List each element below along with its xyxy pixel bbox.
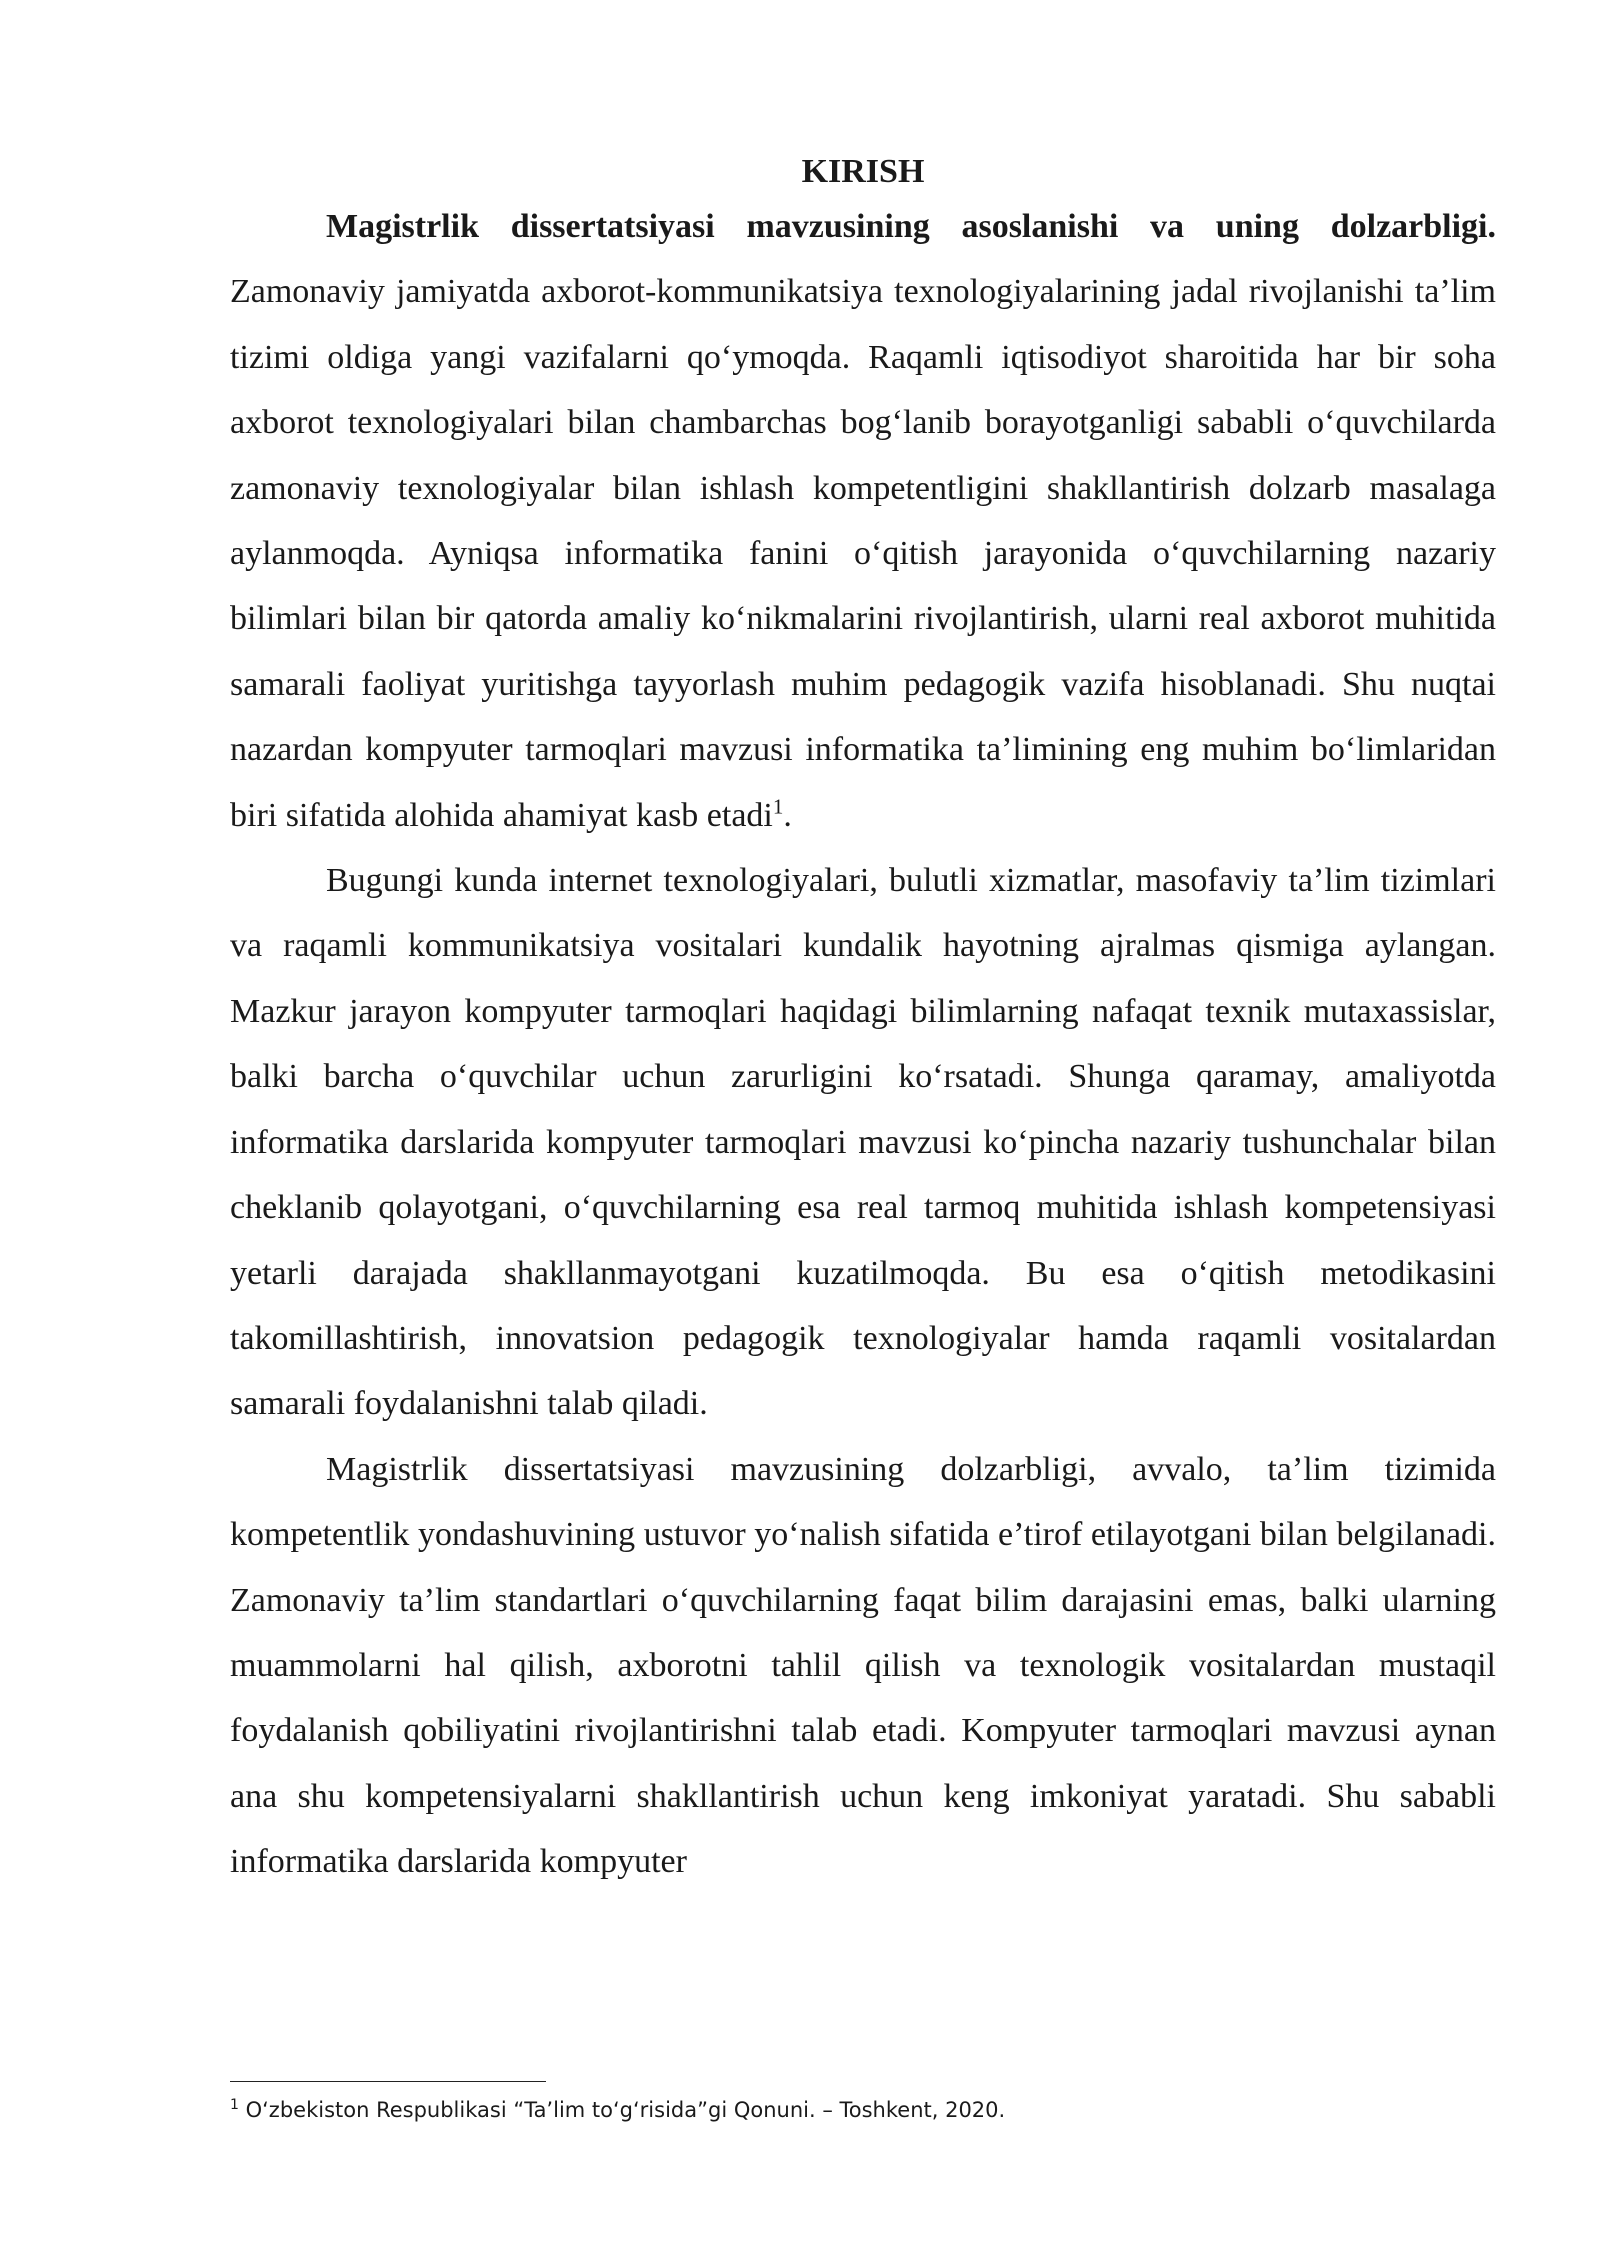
footnote-number: 1 <box>230 2097 239 2113</box>
footnote-text: O‘zbekiston Respublikasi “Ta’lim to‘g‘risida”gi Qonuni. – Toshkent, 2020. <box>238 2098 1006 2122</box>
footnote-reference[interactable]: 1 <box>772 794 784 819</box>
paragraph-1-text: Zamonaviy jamiyatda axborot-kommunikatsiya texnologiyalarining jadal rivojlanishi ta’lim tizimi oldiga yangi vazifalarni qo‘ymoqda. Raqamli iqtisodiyot sharoitida har bir soha axborot texnologiyalari bilan chambarchas bog‘lanib borayotganligi sababli o‘quvchilarda zamonaviy texnologiyalar bilan ishlash kompetentligini shakllantirish dolzarb masalaga aylanmoqda. Ayniqsa informatika fanini o‘qitish jarayonida o‘quvchilarning nazariy bilimlari bilan bir qatorda amaliy ko‘nikmalarini rivojlantirish, ularni real axborot muhitida samarali faoliyat yuritishga tayyorlash muhim pedagogik vazifa hisoblanadi. Shu nuqtai nazardan kompyuter tarmoqlari mavzusi informatika ta’limining eng muhim bo‘limlaridan biri sifatida alohida ahamiyat kasb etadi <box>230 273 1496 834</box>
section-title: KIRISH <box>801 153 925 190</box>
paragraph-1 <box>230 194 1496 848</box>
document-page <box>230 150 1496 1895</box>
section-subheading: Magistrlik dissertatsiyasi mavzusining asoslanishi va uning dolzarbligi. <box>326 208 1496 245</box>
footnote-separator <box>230 2081 546 2082</box>
paragraph-2: Bugungi kunda internet texnologiyalari, bulutli xizmatlar, masofaviy ta’lim tizimlari va raqamli kommunikatsiya vositalari kundalik hayotning ajralmas qismiga aylangan. Mazkur jarayon kompyuter tarmoqlari haqidagi bilimlarning nafaqat texnik mutaxassislar, balki barcha o‘quvchilar uchun zarurligini ko‘rsatadi. Shunga qaramay, amaliyotda informatika darslarida kompyuter tarmoqlari mavzusi ko‘pincha nazariy tushunchalar bilan cheklanib qolayotgani, o‘quvchilarning esa real tarmoq muhitida ishlash kompetensiyasi yetarli darajada shakllanmayotgani kuzatilmoqda. Bu esa o‘qitish metodikasini takomillashtirish, innovatsion pedagogik texnologiyalar hamda raqamli vositalardan samarali foydalanishni talab qiladi. <box>230 862 1496 1423</box>
paragraph-3: Magistrlik dissertatsiyasi mavzusining dolzarbligi, avvalo, ta’lim tizimida kompetentlik yondashuvining ustuvor yo‘nalish sifatida e’tirof etilayotgani bilan belgilanadi. Zamonaviy ta’lim standartlari o‘quvchilarning faqat bilim darajasini emas, balki ularning muammolarni hal qilish, axborotni tahlil qilish va texnologik vositalardan mustaqil foydalanish qobiliyatini rivojlantirishni talab etadi. Kompyuter tarmoqlari mavzusi aynan ana shu kompetensiyalarni shakllantirish uchun keng imkoniyat yaratadi. Shu sababli informatika darslarida kompyuter <box>230 1450 1496 1881</box>
footnote <box>230 2096 1496 2124</box>
paragraph-1-tail: . <box>783 796 792 834</box>
